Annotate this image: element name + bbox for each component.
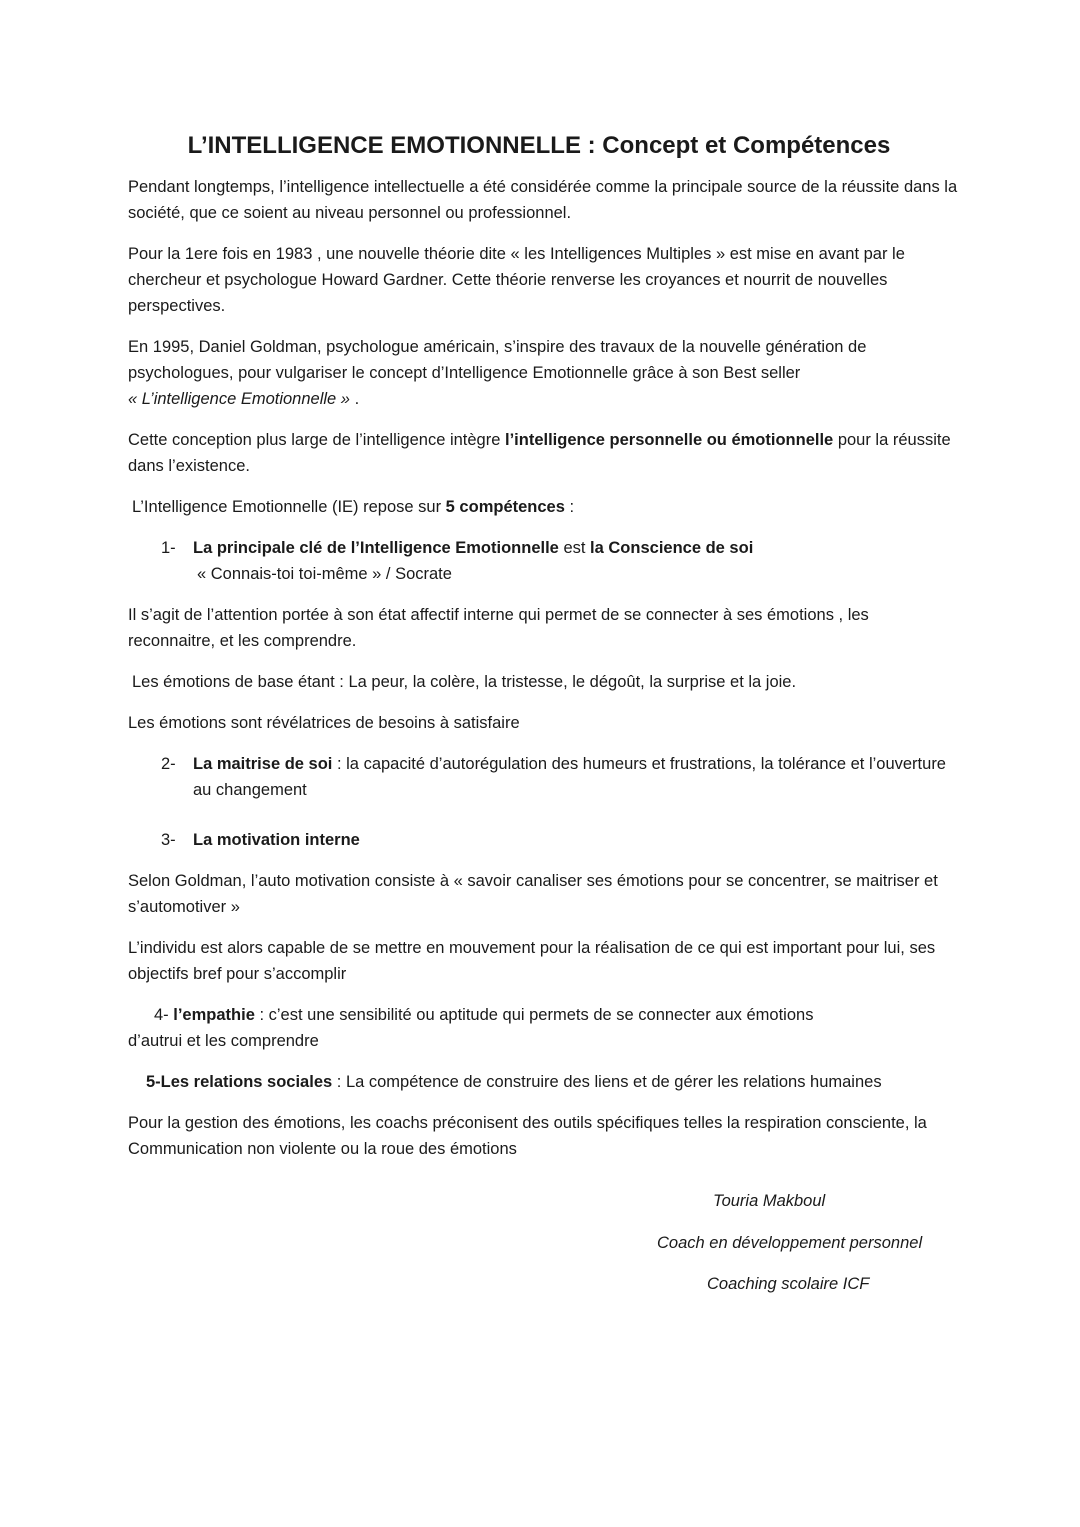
- item5-text: : La compétence de construire des liens et de gérer les relations humaines: [332, 1073, 882, 1091]
- item1-quote: « Connais-toi toi-même » / Socrate: [197, 565, 452, 583]
- item1-bold2: la Conscience de soi: [590, 539, 754, 557]
- signature-role: Coach en développement personnel: [657, 1234, 923, 1252]
- goldman-end: .: [350, 390, 360, 408]
- paragraph-attention: Il s’agit de l’attention portée à son état affectif interne qui permet de se connecter à ses émotions , les reconnaitre, et les comprendre.: [128, 606, 869, 650]
- competences-after: :: [564, 498, 575, 516]
- paragraph-gardner: Pour la 1ere fois en 1983 , une nouvelle théorie dite « les Intelligences Multiples » est mise en avant par le chercheur et psychologue Howard Gardner. Cette théorie renverse les croyances et nourrit de nouvelles perspectives.: [128, 245, 905, 315]
- item5-bold: 5-Les relations sociales: [146, 1073, 333, 1091]
- item4-text: : c’est une sensibilité ou aptitude qui permets de se connecter aux émotions: [254, 1006, 814, 1024]
- conception-before: Cette conception plus large de l’intelligence intègre: [128, 431, 505, 449]
- goldman-text: En 1995, Daniel Goldman, psychologue américain, s’inspire des travaux de la nouvelle génération de psychologues, pour vulgariser le concept d’Intelligence Emotionnelle grâce à son Best seller: [128, 338, 867, 382]
- item3-bold: La motivation interne: [193, 831, 360, 849]
- paragraph-individu: L’individu est alors capable de se mettre en mouvement pour la réalisation de ce qui est important pour lui, ses objectifs bref pour s’accomplir: [128, 939, 936, 983]
- item2-bold: La maitrise de soi: [193, 755, 333, 773]
- paragraph-automotivation: Selon Goldman, l’auto motivation consiste à « savoir canaliser ses émotions pour se concentrer, se maitriser et s’automotiver »: [128, 872, 938, 916]
- list-item-1: [128, 535, 958, 587]
- list-item-2: [128, 751, 958, 803]
- paragraph-goldman: [128, 334, 958, 412]
- item4-num: 4-: [154, 1006, 174, 1024]
- paragraph-conclusion: Pour la gestion des émotions, les coachs préconisent des outils spécifiques telles la respiration consciente, la Communication non violente ou la roue des émotions: [128, 1114, 927, 1158]
- signature-name: Touria Makboul: [713, 1192, 826, 1210]
- list-number: 3-: [161, 831, 176, 849]
- list-number: 2-: [161, 755, 176, 773]
- item1-mid: est: [558, 539, 591, 557]
- paragraph-competences: [128, 494, 958, 520]
- list-number: 1-: [161, 539, 176, 557]
- item4-continuation: d’autrui et les comprendre: [128, 1032, 319, 1050]
- item1-bold1: La principale clé de l’Intelligence Emotionnelle: [193, 539, 559, 557]
- signature-org: Coaching scolaire ICF: [707, 1275, 870, 1293]
- paragraph-needs: Les émotions sont révélatrices de besoins à satisfaire: [128, 714, 520, 732]
- conception-after: pour la réussite dans l’existence.: [128, 431, 951, 475]
- item2-text: : la capacité d’autorégulation des humeurs et frustrations, la tolérance et l’ouverture au changement: [193, 755, 946, 799]
- paragraph-intro: Pendant longtemps, l’intelligence intellectuelle a été considérée comme la principale source de la réussite dans la société, que ce soient au niveau personnel ou professionnel.: [128, 178, 958, 222]
- competences-bold: 5 compétences: [445, 498, 565, 516]
- list-item-5: [128, 1069, 958, 1095]
- item4-bold: l’empathie: [173, 1006, 255, 1024]
- document-page: [128, 128, 958, 1177]
- list-item-4: [128, 1002, 958, 1028]
- paragraph-conception: [128, 427, 958, 479]
- document-title: L’INTELLIGENCE EMOTIONNELLE : Concept et Compétences: [187, 132, 891, 159]
- competences-before: L’Intelligence Emotionnelle (IE) repose sur: [132, 498, 446, 516]
- book-title: « L’intelligence Emotionnelle »: [128, 390, 350, 408]
- conception-bold: l’intelligence personnelle ou émotionnelle: [505, 431, 834, 449]
- paragraph-basic-emotions: Les émotions de base étant : La peur, la colère, la tristesse, le dégoût, la surprise et la joie.: [132, 673, 797, 691]
- list-item-3: [128, 827, 958, 853]
